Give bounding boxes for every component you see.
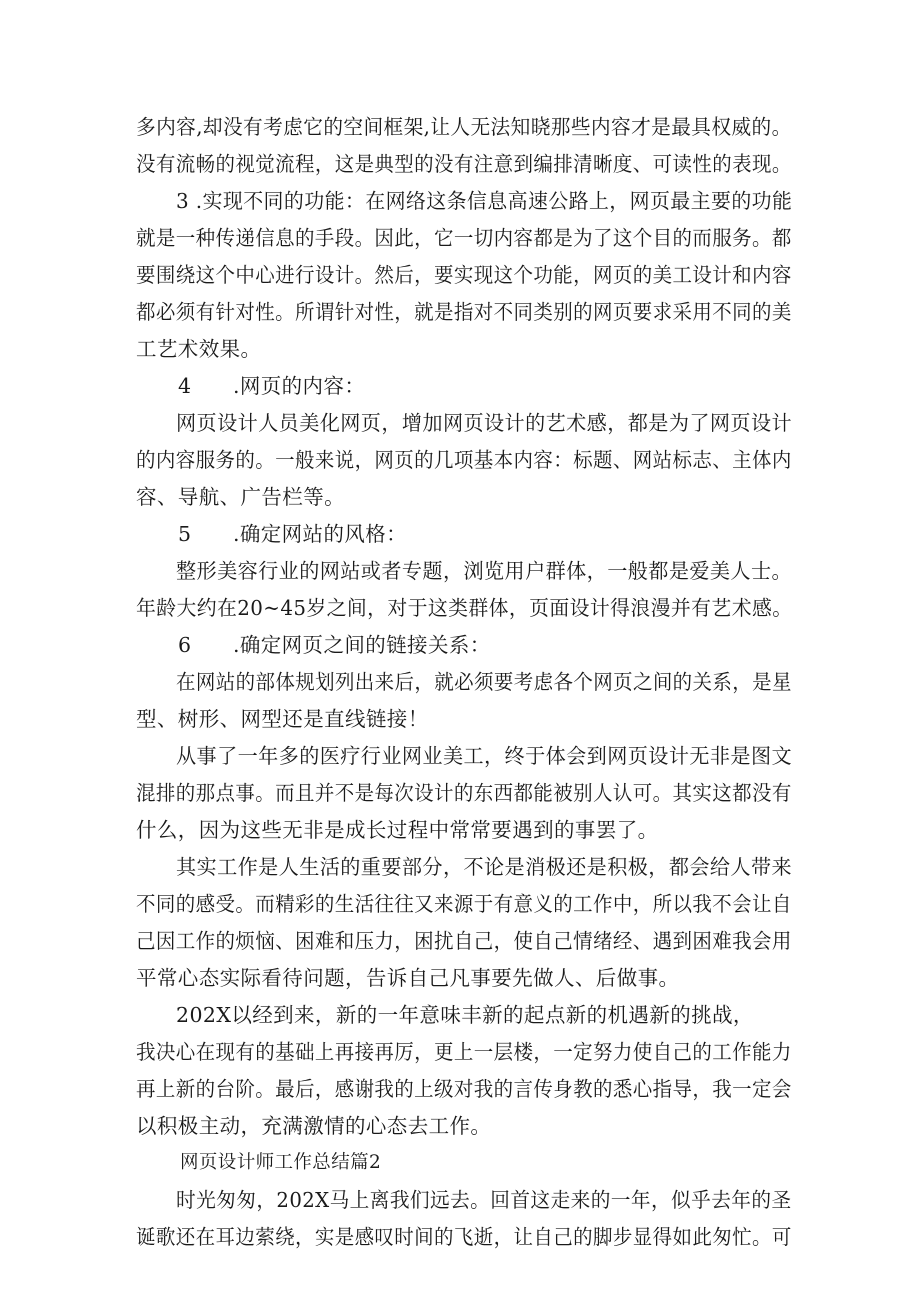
- section-heading: 5 .确定网站的风格：: [178, 522, 408, 546]
- text-line: 己因工作的烦恼、困难和压力，困扰自己，使自己情绪经、遇到困难我会用: [136, 929, 792, 953]
- text-line: 什么，因为这些无非是成长过程中常常要遇到的事罢了。: [136, 818, 659, 842]
- text-line: 网页设计人员美化网页，增加网页设计的艺术感，都是为了网页设计: [176, 411, 793, 435]
- text-line: 在网站的部体规划列出来后，就必须要考虑各个网页之间的关系，是星: [176, 670, 792, 694]
- text-line: 诞歌还在耳边萦绕，实是感叹时间的飞逝，让自己的脚步显得如此匆忙。可: [136, 1225, 792, 1249]
- text-line: 混排的那点事。而且并不是每次设计的东西都能被别人认可。其实这都没有: [136, 781, 792, 805]
- text-line: 我决心在现有的基础上再接再厉，更上一层楼，一定努力使自己的工作能力: [136, 1040, 792, 1064]
- text-line: 平常心态实际看待问题，告诉自己凡事要先做人、后做事。: [136, 966, 680, 990]
- text-line: 从事了一年多的医疗行业网业美工，终于体会到网页设计无非是图文: [176, 744, 793, 768]
- text-line: 时光匆匆，202X马上离我们远去。回首这走来的一年，似乎去年的圣: [176, 1188, 792, 1212]
- text-line: 工艺术效果。: [136, 337, 262, 361]
- section-heading: 6 .确定网页之间的链接关系：: [178, 633, 491, 657]
- text-line: 就是一种传递信息的手段。因此，它一切内容都是为了这个目的而服务。都: [136, 226, 792, 250]
- text-line: 要围绕这个中心进行设计。然后，要实现这个功能，网页的美工设计和内容: [136, 263, 792, 287]
- text-line: 202X以经到来，新的一年意味丰新的起点新的机遇新的挑战，: [176, 1003, 754, 1027]
- section-heading: 4 .网页的内容：: [178, 374, 366, 398]
- text-line: 容、导航、广告栏等。: [136, 485, 345, 509]
- text-line: 整形美容行业的网站或者专题，浏览用户群体，一般都是爱美人士。: [176, 559, 793, 583]
- text-line: 不同的感受。而精彩的生活往往又来源于有意义的工作中，所以我不会让自: [136, 892, 792, 916]
- text-line: 以积极主动，充满激情的心态去工作。: [136, 1114, 492, 1138]
- text-line: 其实工作是人生活的重要部分，不论是消极还是积极，都会给人带来: [176, 855, 793, 879]
- text-line: 的内容服务的。一般来说，网页的几项基本内容：标题、网站标志、主体内: [136, 448, 792, 472]
- text-line: 没有流畅的视觉流程，这是典型的没有注意到编排清晰度、可读性的表现。: [136, 152, 792, 176]
- text-line: 年龄大约在20~45岁之间，对于这类群体，页面设计得浪漫并有艺术感。: [136, 596, 793, 620]
- article-subtitle: 网页设计师工作总结篇2: [180, 1152, 382, 1173]
- text-line: 型、树形、网型还是直线链接！: [136, 707, 429, 731]
- text-line: 都必须有针对性。所谓针对性，就是指对不同类别的网页要求采用不同的美: [136, 300, 792, 324]
- text-line: 再上新的台阶。最后，感谢我的上级对我的言传身教的悉心指导，我一定会: [136, 1077, 792, 1101]
- text-line: 3 .实现不同的功能：在网络这条信息高速公路上，网页最主要的功能: [176, 189, 793, 213]
- text-line: 多内容,却没有考虑它的空间框架,让人无法知晓那些内容才是最具权威的。: [136, 115, 792, 139]
